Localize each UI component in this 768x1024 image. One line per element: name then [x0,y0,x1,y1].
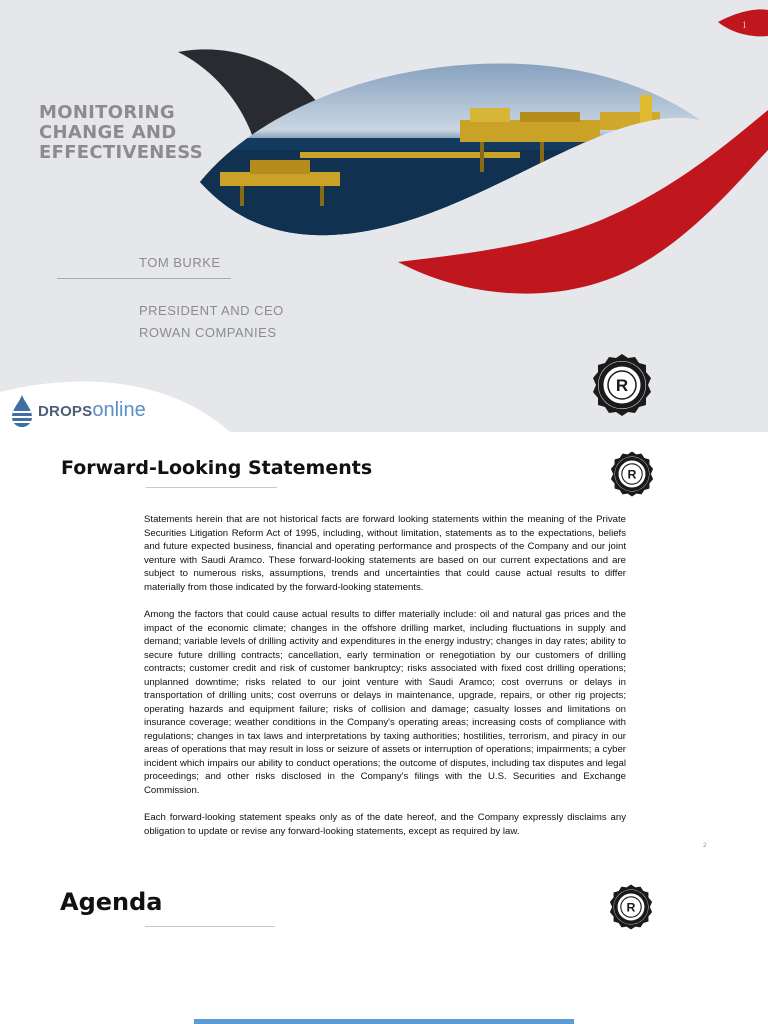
svg-text:R: R [627,467,637,482]
paragraph: Statements herein that are not historical facts are forward looking statements within the meaning of the Private Securities Litigation Reform Act of 1995, including, without limitation, statements as to the expectations, beliefs and future expected business, financial and operating performance and prospects of the Company and our joint venture with Saudi Aramco. These forward-looking statements are based on our current expectations and are subject to numerous risks, assumptions, trends and uncertainties that could cause actual results to differ materially from those indicated by the forward-looking statements. [144,514,626,593]
drop-icon [10,394,34,428]
title-slide [0,0,768,432]
paragraph: Among the factors that could cause actual results to differ materially include: oil and natural gas prices and the impact of the economic climate; changes in the offshore drilling market, including fluctuations in supply and demand; variable levels of drilling activity and expenditures in the energy industry; changes in day rates; ability to secure future drilling contracts; cancellation, early termination or renegotiation by our customers of drilling contracts; customer credit and risk of customer bankruptcy; risks associated with fixed cost drilling operations; unplanned downtime; risks related to our joint venture with Saudi Aramco; cost overruns or delays in transportation of drilling units; cost overruns or delays in maintenance, upgrade, repairs, or other rig projects; operating hazards and equipment failure; risks of collision and damage; casualty losses and limitations on insurance coverage; weather conditions in the Company's operating areas; increasing costs of compliance with regulations; changes in tax laws and interpretations by taxing authorities; hostilities, terrorism, and piracy in our areas of operations that may result in loss or seizure of assets or interruption of operations; impairments; a cyber incident which impairs our ability to conduct operations; the outcome of disputes, including tax disputes and legal proceedings; and other risks disclosed in the Company's filings with the U.S. Securities and Exchange Commission. [144,609,626,796]
presenter-name: TOM BURKE [139,255,221,270]
slide-heading: Agenda [60,888,163,916]
role-line: ROWAN COMPANIES [139,325,277,340]
divider [145,926,275,927]
dropsonline-watermark [38,399,146,422]
paragraph: Each forward-looking statement speaks only as of the date hereof, and the Company expressly disclaims any obligation to update or revise any forward-looking statements, except as required by law. [144,812,626,837]
brand-bold: DROPS [38,403,93,420]
agenda-bar [194,1019,574,1024]
slide-heading: Forward-Looking Statements [61,457,373,479]
disclaimer-text [144,513,626,852]
title-line: MONITORING [39,102,175,123]
presenter-role [139,300,284,344]
brand-light: online [92,399,146,421]
rowan-logo [608,450,656,498]
title-line: EFFECTIVENESS [39,142,203,163]
rowan-logo [589,352,655,418]
page-number: 1 [742,20,747,30]
role-line: PRESIDENT AND CEO [139,303,284,318]
svg-text:R: R [626,900,636,915]
slide-title [39,103,203,163]
divider [57,278,231,279]
svg-text:R: R [615,376,629,395]
divider [146,487,277,488]
rowan-logo [607,883,655,931]
page-number: 2 [703,842,707,849]
title-line: CHANGE AND [39,122,177,143]
